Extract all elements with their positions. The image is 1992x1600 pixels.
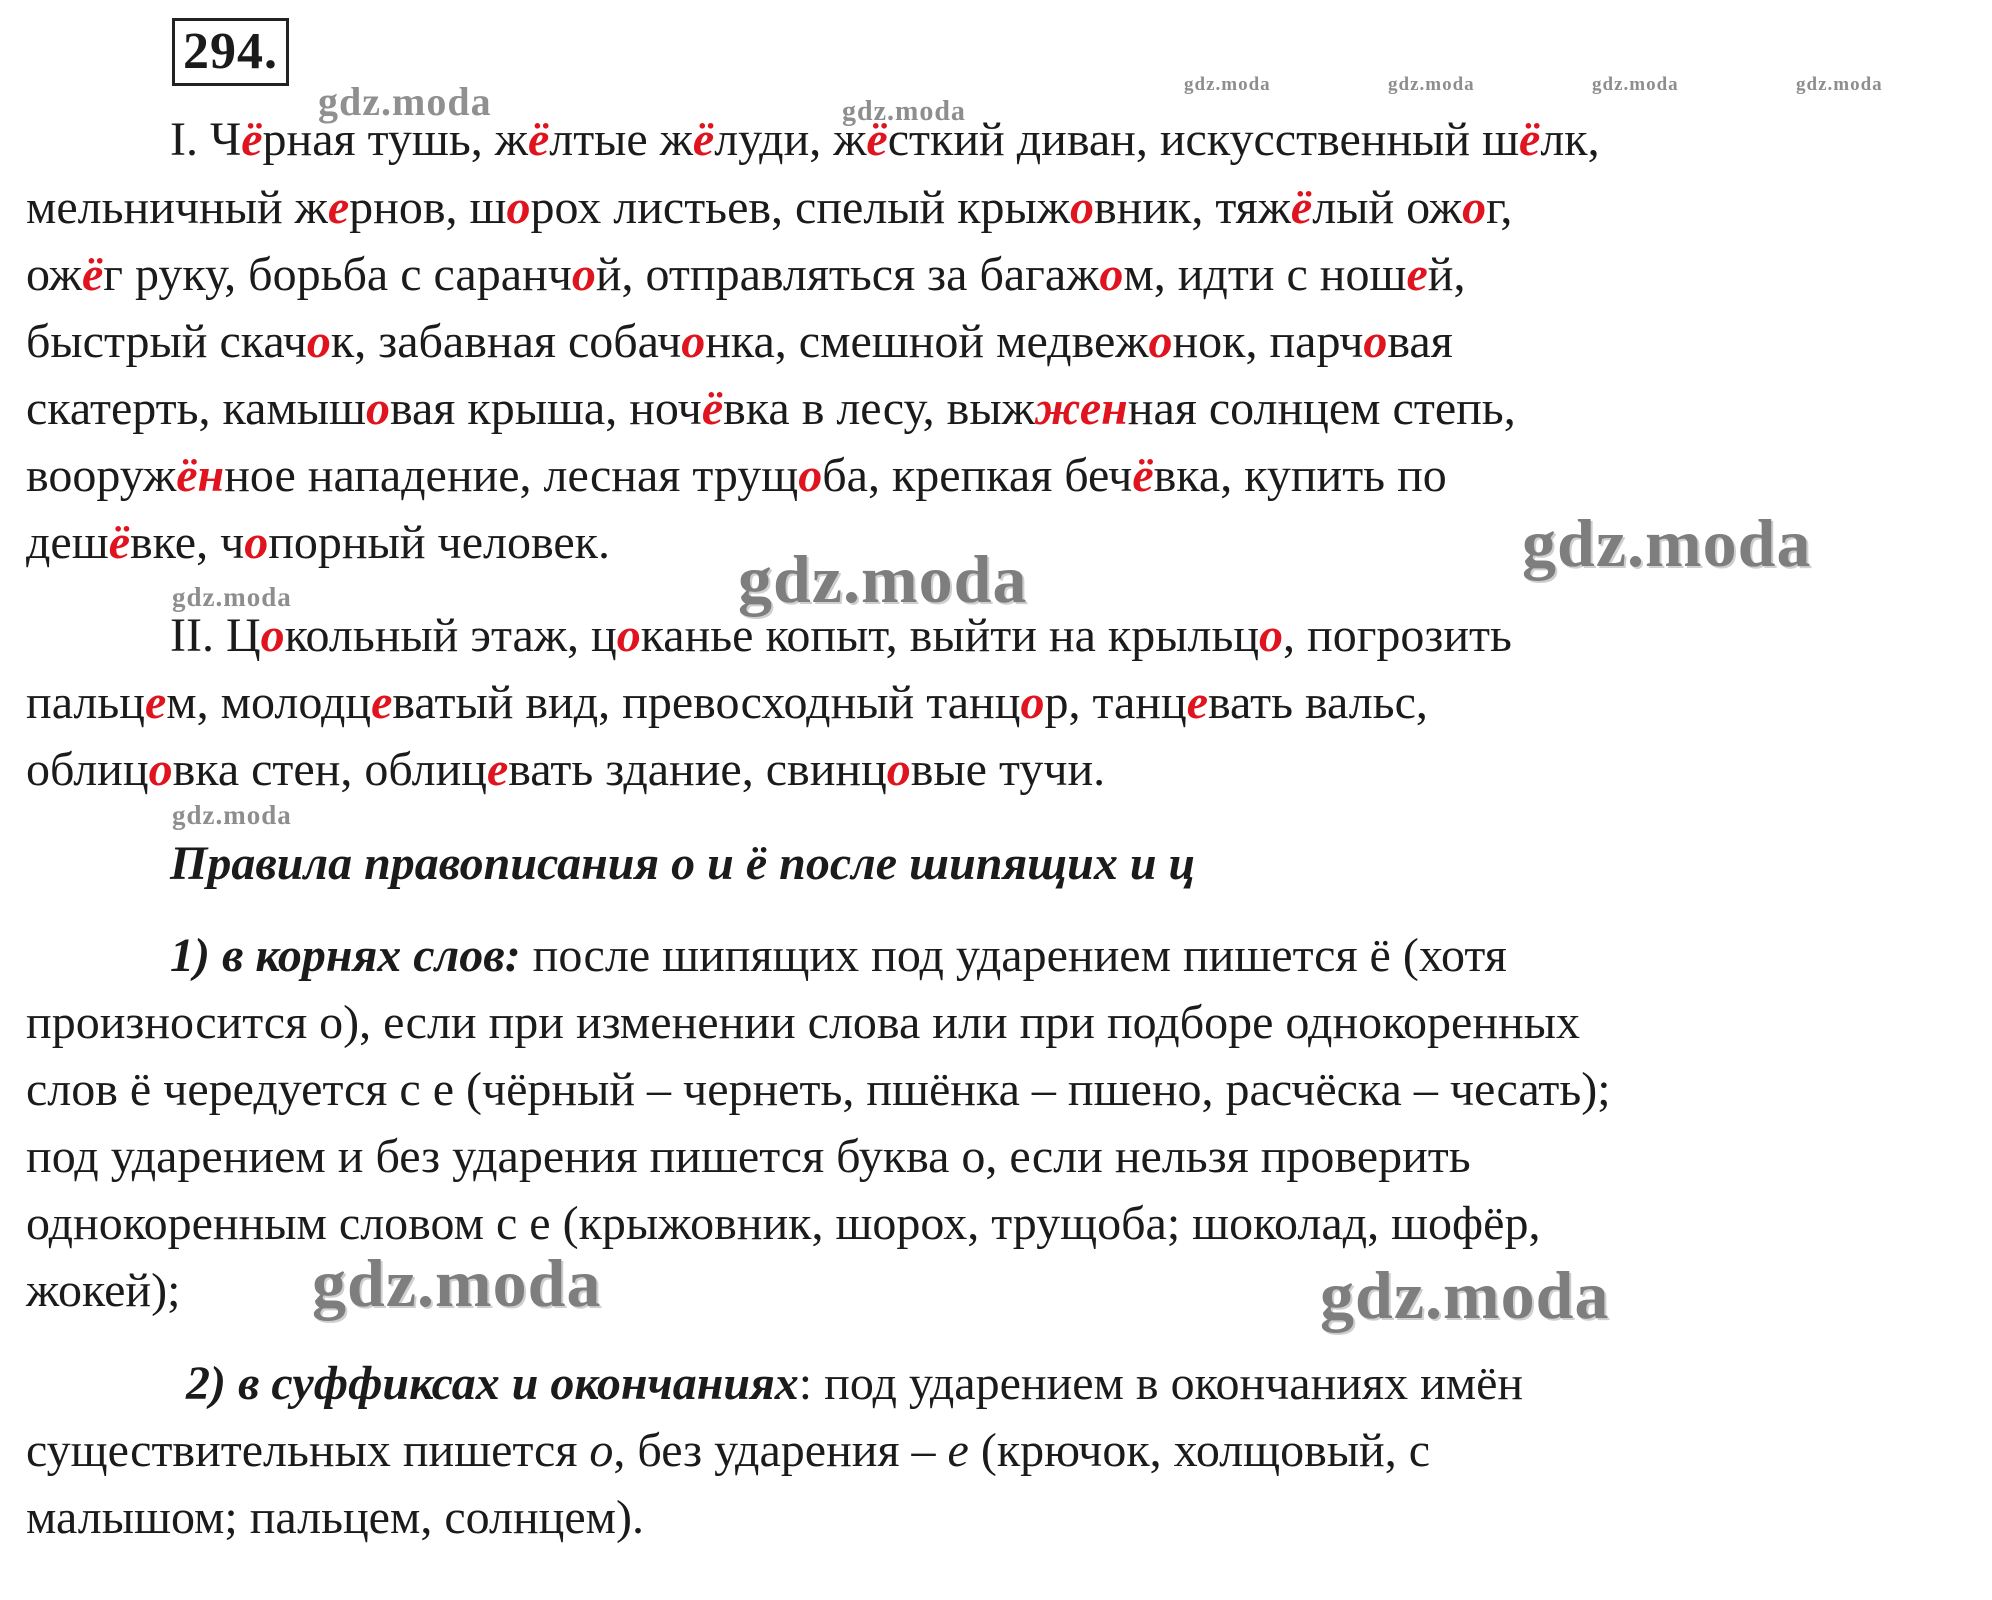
rule1-line: однокоренным словом с е (крыжовник, шорох, трущоба; шоколад, шофёр, xyxy=(26,1197,1541,1250)
text-segment: вать вальс, xyxy=(1208,676,1428,729)
text-segment: мельничный ж xyxy=(26,181,328,234)
text-segment: порный человек. xyxy=(268,516,610,569)
highlighted-letter: о xyxy=(681,315,706,368)
highlighted-letter: е xyxy=(486,743,509,796)
rule2-text: существительных пишется xyxy=(26,1424,590,1477)
highlighted-letter: о xyxy=(244,516,269,569)
text-segment: м, молодц xyxy=(166,676,372,729)
watermark: gdz.moda xyxy=(1320,1257,1610,1333)
part2-line xyxy=(26,742,1105,798)
text-segment: вка стен, облиц xyxy=(172,743,487,796)
highlighted-letter: ё xyxy=(1290,181,1313,234)
part1-line xyxy=(26,381,1516,437)
highlighted-letter: о xyxy=(306,315,331,368)
text-segment: , погрозить xyxy=(1283,609,1512,662)
text-segment: сткий диван, искусственный ш xyxy=(887,113,1520,166)
rule2-first-line xyxy=(186,1356,1523,1412)
highlighted-letter: ё xyxy=(1519,113,1541,166)
text-segment: р, танц xyxy=(1044,676,1187,729)
highlighted-letter: е xyxy=(371,676,393,729)
part2-line xyxy=(170,608,1512,664)
rules-title: Правила правописания о и ё после шипящих и ц xyxy=(170,837,1196,890)
rule1-line: слов ё чередуется с е (чёрный – чернеть, пшёнка – пшено, расчёска – чесать); xyxy=(26,1063,1611,1116)
text-segment: г, xyxy=(1486,181,1513,234)
text-segment: рнов, ш xyxy=(349,181,507,234)
rule1-line: под ударением и без ударения пишется буква о, если нельзя проверить xyxy=(26,1130,1471,1183)
part1-line xyxy=(170,112,1600,168)
text-segment: луди, ж xyxy=(714,113,867,166)
rule2-letter-e: е xyxy=(947,1424,969,1477)
rule2-text: (крючок, холщовый, с xyxy=(968,1424,1430,1477)
highlighted-letter: ё xyxy=(108,516,130,569)
highlighted-letter: е xyxy=(1186,676,1208,729)
highlighted-letter: о xyxy=(1363,315,1388,368)
highlighted-letter: ё xyxy=(527,113,550,166)
text-segment: II. Ц xyxy=(170,609,261,662)
highlighted-letter: о xyxy=(886,743,911,796)
highlighted-letter: о xyxy=(1259,609,1284,662)
text-segment: й, отправляться за багаж xyxy=(595,248,1100,301)
text-segment: вая крыша, ноч xyxy=(389,382,702,435)
text-segment: вка, купить по xyxy=(1153,449,1447,502)
text-segment: облиц xyxy=(26,743,149,796)
text-segment: й, xyxy=(1427,248,1466,301)
watermark: gdz.moda xyxy=(1796,74,1883,95)
rule2-heading: 2) в суффиксах и окончаниях xyxy=(186,1357,799,1410)
highlighted-letter: о xyxy=(1020,676,1045,729)
rule1-line: произносится о), если при изменении слова или при подборе однокоренных xyxy=(26,996,1580,1049)
text-segment: рная тушь, ж xyxy=(262,113,528,166)
text-segment: рох листьев, спелый крыж xyxy=(530,181,1070,234)
rule1-text: после шипящих под ударением пишется ё (хотя xyxy=(520,929,1507,982)
rule2-text: , без ударения – xyxy=(613,1424,948,1477)
text-segment: к, забавная собач xyxy=(330,315,682,368)
watermark: gdz.moda xyxy=(1592,74,1679,95)
text-segment: вооруж xyxy=(26,449,177,502)
watermark: gdz.moda xyxy=(172,800,292,830)
highlighted-letter: о xyxy=(1069,181,1094,234)
highlighted-letter: ё xyxy=(692,113,715,166)
text-segment: вая xyxy=(1387,315,1453,368)
highlighted-letter: о xyxy=(365,382,390,435)
rule2-line: малышом; пальцем, солнцем). xyxy=(26,1491,645,1544)
watermark: gdz.moda xyxy=(1522,505,1812,581)
rule1-first-line xyxy=(170,928,1507,984)
text-segment: ватый вид, превосходный танц xyxy=(392,676,1021,729)
highlighted-letter: ё xyxy=(81,248,104,301)
text-segment: ба, крепкая беч xyxy=(822,449,1133,502)
watermark: gdz.moda xyxy=(842,96,966,127)
highlighted-letter: ё xyxy=(701,382,724,435)
text-segment: лк, xyxy=(1540,113,1600,166)
rule2-colon: : xyxy=(798,1357,813,1410)
text-segment: лтые ж xyxy=(549,113,693,166)
highlighted-letter: е xyxy=(327,181,350,234)
part2-line xyxy=(26,675,1428,731)
highlighted-letter: ён xyxy=(176,449,225,502)
text-segment: ная солнцем степь, xyxy=(1127,382,1516,435)
text-segment: вать здание, свинц xyxy=(508,743,887,796)
highlighted-letter: ё xyxy=(1132,449,1154,502)
text-segment: нок, парч xyxy=(1172,315,1364,368)
exercise-number: 294. xyxy=(172,18,289,86)
watermark: gdz.moda xyxy=(738,541,1028,617)
watermark: gdz.moda xyxy=(172,582,292,612)
text-segment: м, идти с нош xyxy=(1123,248,1407,301)
text-segment: ож xyxy=(26,248,82,301)
text-segment: I. Ч xyxy=(170,113,242,166)
highlighted-letter: е xyxy=(1406,248,1428,301)
highlighted-letter: о xyxy=(506,181,531,234)
text-segment: канье копыт, выйти на крыльц xyxy=(640,609,1260,662)
highlighted-letter: о xyxy=(616,609,641,662)
part1-line xyxy=(26,515,610,571)
watermark: gdz.moda xyxy=(1184,74,1271,95)
text-segment: вник, тяж xyxy=(1093,181,1291,234)
text-segment: пальц xyxy=(26,676,145,729)
text-segment: лый ож xyxy=(1312,181,1463,234)
rule2-line xyxy=(26,1423,1430,1479)
part1-line xyxy=(26,247,1465,303)
highlighted-letter: о xyxy=(260,609,285,662)
rule1-heading: 1) в корнях слов: xyxy=(170,929,521,982)
rule2-letter-o: о xyxy=(589,1424,614,1477)
text-segment: скатерть, камыш xyxy=(26,382,366,435)
text-segment: г руку, борьба с саранч xyxy=(103,248,572,301)
text-segment: нка, смешной медвеж xyxy=(705,315,1149,368)
text-segment: быстрый скач xyxy=(26,315,307,368)
highlighted-letter: о xyxy=(1462,181,1487,234)
rule1-line: жокей); xyxy=(26,1264,181,1317)
highlighted-letter: о xyxy=(1148,315,1173,368)
watermark: gdz.moda xyxy=(318,79,492,124)
highlighted-letter: жен xyxy=(1034,382,1128,435)
part1-line xyxy=(26,180,1512,236)
text-segment: вке, ч xyxy=(130,516,245,569)
highlighted-letter: ё xyxy=(241,113,263,166)
part1-line xyxy=(26,314,1453,370)
text-segment: вые тучи. xyxy=(910,743,1106,796)
highlighted-letter: о xyxy=(798,449,823,502)
text-segment: кольный этаж, ц xyxy=(284,609,617,662)
text-segment: вка в лесу, выж xyxy=(723,382,1035,435)
highlighted-letter: о xyxy=(571,248,596,301)
highlighted-letter: о xyxy=(1099,248,1124,301)
text-segment: деш xyxy=(26,516,109,569)
text-segment: ное нападение, лесная трущ xyxy=(224,449,799,502)
part1-line xyxy=(26,448,1447,504)
watermark: gdz.moda xyxy=(1388,74,1475,95)
watermark: gdz.moda xyxy=(312,1245,602,1321)
rule2-text: под ударением в окончаниях имён xyxy=(812,1357,1524,1410)
highlighted-letter: о xyxy=(148,743,173,796)
highlighted-letter: е xyxy=(144,676,167,729)
highlighted-letter: ё xyxy=(866,113,888,166)
